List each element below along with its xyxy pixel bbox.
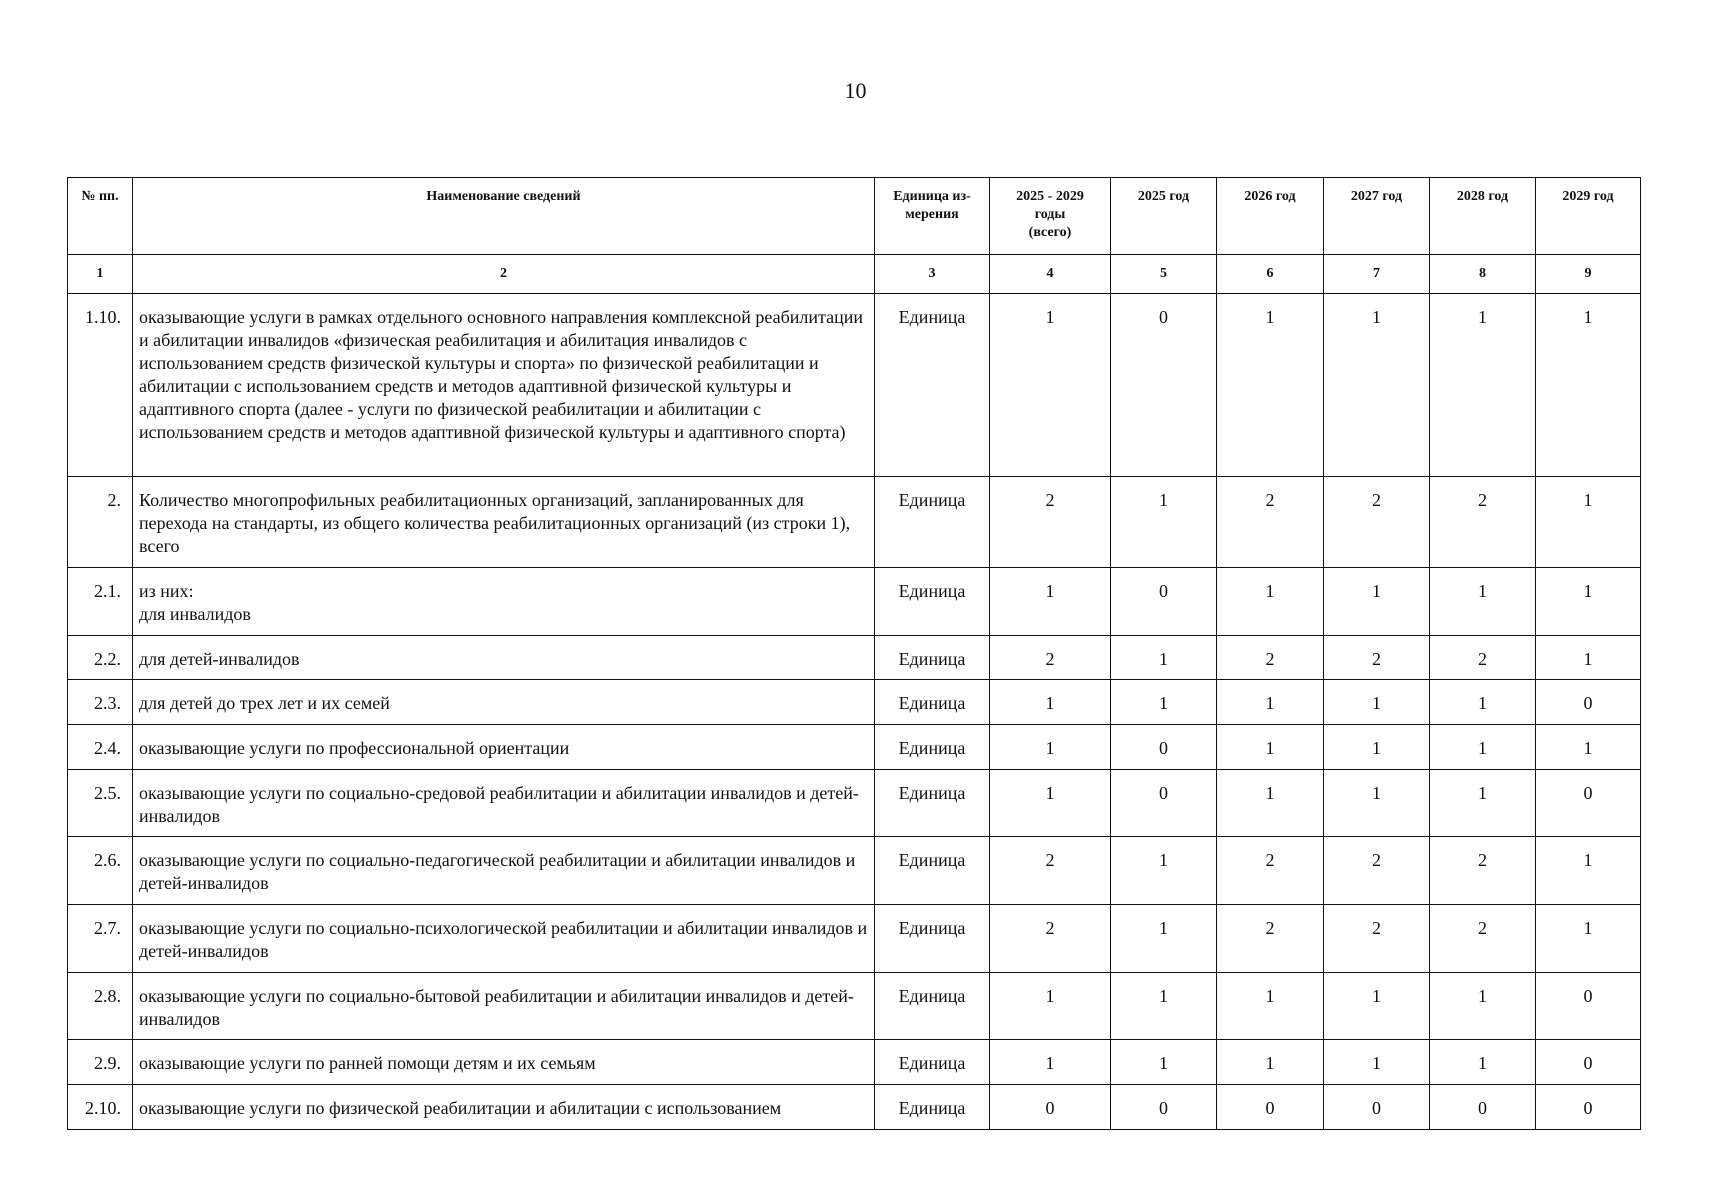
row-name-cell: оказывающие услуги по социально-средовой реабилитации и абилитации инвалидов и детей-инвалидов <box>133 770 875 837</box>
row-name-cell: оказывающие услуги по профессиональной ориентации <box>133 725 875 770</box>
row-2028-cell: 2 <box>1430 905 1536 973</box>
row-number-cell: 2.2. <box>68 636 133 680</box>
row-total-cell: 2 <box>990 477 1111 568</box>
row-2028-cell: 1 <box>1430 725 1536 770</box>
row-2028-cell: 1 <box>1430 294 1536 477</box>
row-2026-cell: 2 <box>1217 837 1324 905</box>
header-cell-2026: 2026 год <box>1217 178 1324 255</box>
column-number: 7 <box>1324 255 1430 294</box>
row-2029-cell: 0 <box>1536 770 1641 837</box>
row-2027-cell: 1 <box>1324 568 1430 636</box>
header-row <box>68 178 1641 255</box>
row-total-cell: 1 <box>990 973 1111 1040</box>
row-2026-cell: 2 <box>1217 636 1324 680</box>
header-cell-2029: 2029 год <box>1536 178 1641 255</box>
row-2029-cell: 1 <box>1536 636 1641 680</box>
header-cell-2025: 2025 год <box>1111 178 1217 255</box>
row-2025-cell: 1 <box>1111 905 1217 973</box>
row-number-cell: 2.7. <box>68 905 133 973</box>
row-2028-cell: 1 <box>1430 1040 1536 1085</box>
row-number-cell: 2.1. <box>68 568 133 636</box>
row-2025-cell: 1 <box>1111 1040 1217 1085</box>
column-number: 4 <box>990 255 1111 294</box>
row-2029-cell: 1 <box>1536 477 1641 568</box>
table-row <box>68 905 1641 973</box>
row-2029-cell: 1 <box>1536 568 1641 636</box>
row-2027-cell: 1 <box>1324 973 1430 1040</box>
row-total-cell: 1 <box>990 1040 1111 1085</box>
row-2027-cell: 2 <box>1324 905 1430 973</box>
row-number-cell: 2.6. <box>68 837 133 905</box>
column-number: 9 <box>1536 255 1641 294</box>
row-2026-cell: 2 <box>1217 477 1324 568</box>
row-2027-cell: 2 <box>1324 636 1430 680</box>
row-unit-cell: Единица <box>875 477 990 568</box>
row-unit-cell: Единица <box>875 973 990 1040</box>
column-number: 2 <box>133 255 875 294</box>
column-number: 1 <box>68 255 133 294</box>
row-number-cell: 1.10. <box>68 294 133 477</box>
table-row <box>68 973 1641 1040</box>
row-2026-cell: 1 <box>1217 1040 1324 1085</box>
row-name-cell: оказывающие услуги по ранней помощи детям и их семьям <box>133 1040 875 1085</box>
row-number-cell: 2. <box>68 477 133 568</box>
row-total-cell: 2 <box>990 837 1111 905</box>
row-2027-cell: 1 <box>1324 1040 1430 1085</box>
row-2025-cell: 1 <box>1111 973 1217 1040</box>
row-unit-cell: Единица <box>875 770 990 837</box>
row-2027-cell: 1 <box>1324 770 1430 837</box>
row-2028-cell: 0 <box>1430 1085 1536 1130</box>
row-2026-cell: 1 <box>1217 973 1324 1040</box>
header-cell-2027: 2027 год <box>1324 178 1430 255</box>
row-unit-cell: Единица <box>875 636 990 680</box>
row-2025-cell: 0 <box>1111 568 1217 636</box>
column-number: 5 <box>1111 255 1217 294</box>
row-2026-cell: 1 <box>1217 770 1324 837</box>
table-row <box>68 725 1641 770</box>
row-name-cell: оказывающие услуги по физической реабилитации и абилитации с использованием <box>133 1085 875 1130</box>
row-name-cell: оказывающие услуги по социально-бытовой реабилитации и абилитации инвалидов и детей-инвалидов <box>133 973 875 1040</box>
row-total-cell: 1 <box>990 568 1111 636</box>
row-2028-cell: 1 <box>1430 770 1536 837</box>
page-number: 10 <box>844 78 867 103</box>
row-2029-cell: 0 <box>1536 680 1641 725</box>
row-2029-cell: 1 <box>1536 837 1641 905</box>
row-2029-cell: 0 <box>1536 1085 1641 1130</box>
row-unit-cell: Единица <box>875 1085 990 1130</box>
row-2025-cell: 1 <box>1111 636 1217 680</box>
row-2029-cell: 0 <box>1536 973 1641 1040</box>
table-row <box>68 837 1641 905</box>
row-2025-cell: 0 <box>1111 770 1217 837</box>
row-name-cell: для детей-инвалидов <box>133 636 875 680</box>
table-row <box>68 770 1641 837</box>
row-2027-cell: 2 <box>1324 477 1430 568</box>
table-row <box>68 1085 1641 1130</box>
table-row <box>68 636 1641 680</box>
row-unit-cell: Единица <box>875 680 990 725</box>
row-2028-cell: 2 <box>1430 636 1536 680</box>
row-2026-cell: 0 <box>1217 1085 1324 1130</box>
row-2027-cell: 1 <box>1324 725 1430 770</box>
header-cell-no: № пп. <box>68 178 133 255</box>
row-2028-cell: 2 <box>1430 477 1536 568</box>
row-number-cell: 2.8. <box>68 973 133 1040</box>
header-cell-name: Наименование сведений <box>133 178 875 255</box>
row-2027-cell: 1 <box>1324 680 1430 725</box>
header-cell-unit: Единица из- мерения <box>875 178 990 255</box>
row-total-cell: 1 <box>990 294 1111 477</box>
row-2029-cell: 1 <box>1536 905 1641 973</box>
table-row <box>68 294 1641 477</box>
row-2025-cell: 0 <box>1111 725 1217 770</box>
row-2027-cell: 0 <box>1324 1085 1430 1130</box>
row-unit-cell: Единица <box>875 568 990 636</box>
row-total-cell: 1 <box>990 725 1111 770</box>
row-name-cell: оказывающие услуги по социально-психологической реабилитации и абилитации инвалидов и детей-инвалидов <box>133 905 875 973</box>
row-2025-cell: 1 <box>1111 837 1217 905</box>
row-name-cell: оказывающие услуги по социально-педагогической реабилитации и абилитации инвалидов и детей-инвалидов <box>133 837 875 905</box>
table-row <box>68 680 1641 725</box>
row-total-cell: 1 <box>990 770 1111 837</box>
row-number-cell: 2.10. <box>68 1085 133 1130</box>
row-number-cell: 2.9. <box>68 1040 133 1085</box>
column-number: 3 <box>875 255 990 294</box>
row-unit-cell: Единица <box>875 1040 990 1085</box>
table-row <box>68 568 1641 636</box>
row-total-cell: 0 <box>990 1085 1111 1130</box>
row-unit-cell: Единица <box>875 905 990 973</box>
row-total-cell: 2 <box>990 905 1111 973</box>
row-2026-cell: 2 <box>1217 905 1324 973</box>
row-2028-cell: 1 <box>1430 973 1536 1040</box>
header-cell-2028: 2028 год <box>1430 178 1536 255</box>
row-2028-cell: 2 <box>1430 837 1536 905</box>
row-2029-cell: 1 <box>1536 294 1641 477</box>
row-unit-cell: Единица <box>875 837 990 905</box>
table-row <box>68 477 1641 568</box>
table-row <box>68 1040 1641 1085</box>
data-table-container <box>67 177 1640 1130</box>
row-2025-cell: 1 <box>1111 680 1217 725</box>
table-body <box>68 294 1641 1130</box>
row-2025-cell: 0 <box>1111 294 1217 477</box>
row-2028-cell: 1 <box>1430 680 1536 725</box>
row-number-cell: 2.5. <box>68 770 133 837</box>
row-2029-cell: 1 <box>1536 725 1641 770</box>
column-number-row <box>68 255 1641 294</box>
row-number-cell: 2.3. <box>68 680 133 725</box>
row-2029-cell: 0 <box>1536 1040 1641 1085</box>
column-number: 8 <box>1430 255 1536 294</box>
row-2027-cell: 2 <box>1324 837 1430 905</box>
row-2026-cell: 1 <box>1217 725 1324 770</box>
row-total-cell: 1 <box>990 680 1111 725</box>
row-name-cell: для детей до трех лет и их семей <box>133 680 875 725</box>
row-2027-cell: 1 <box>1324 294 1430 477</box>
row-unit-cell: Единица <box>875 725 990 770</box>
column-number: 6 <box>1217 255 1324 294</box>
row-total-cell: 2 <box>990 636 1111 680</box>
row-unit-cell: Единица <box>875 294 990 477</box>
row-name-cell: оказывающие услуги в рамках отдельного основного направления комплексной реабилитации и абилитации инвалидов «физическая реабилитация и абилитация инвалидов с использованием средств физической культуры и спорта» по физической реабилитации и абилитации с использованием средств и методов адаптивной физической культуры и адаптивного спорта (далее - услуги по физической реабилитации и абилитации с использованием средств и методов адаптивной физической культуры и адаптивного спорта) <box>133 294 875 477</box>
row-number-cell: 2.4. <box>68 725 133 770</box>
row-2026-cell: 1 <box>1217 680 1324 725</box>
row-name-cell: Количество многопрофильных реабилитационных организаций, запланированных для перехода на стандарты, из общего количества реабилитационных организаций (из строки 1), всего <box>133 477 875 568</box>
row-2026-cell: 1 <box>1217 568 1324 636</box>
row-2025-cell: 0 <box>1111 1085 1217 1130</box>
row-2028-cell: 1 <box>1430 568 1536 636</box>
header-cell-total: 2025 - 2029 годы (всего) <box>990 178 1111 255</box>
row-name-cell: из них: для инвалидов <box>133 568 875 636</box>
row-2025-cell: 1 <box>1111 477 1217 568</box>
row-2026-cell: 1 <box>1217 294 1324 477</box>
data-table <box>67 177 1641 1130</box>
